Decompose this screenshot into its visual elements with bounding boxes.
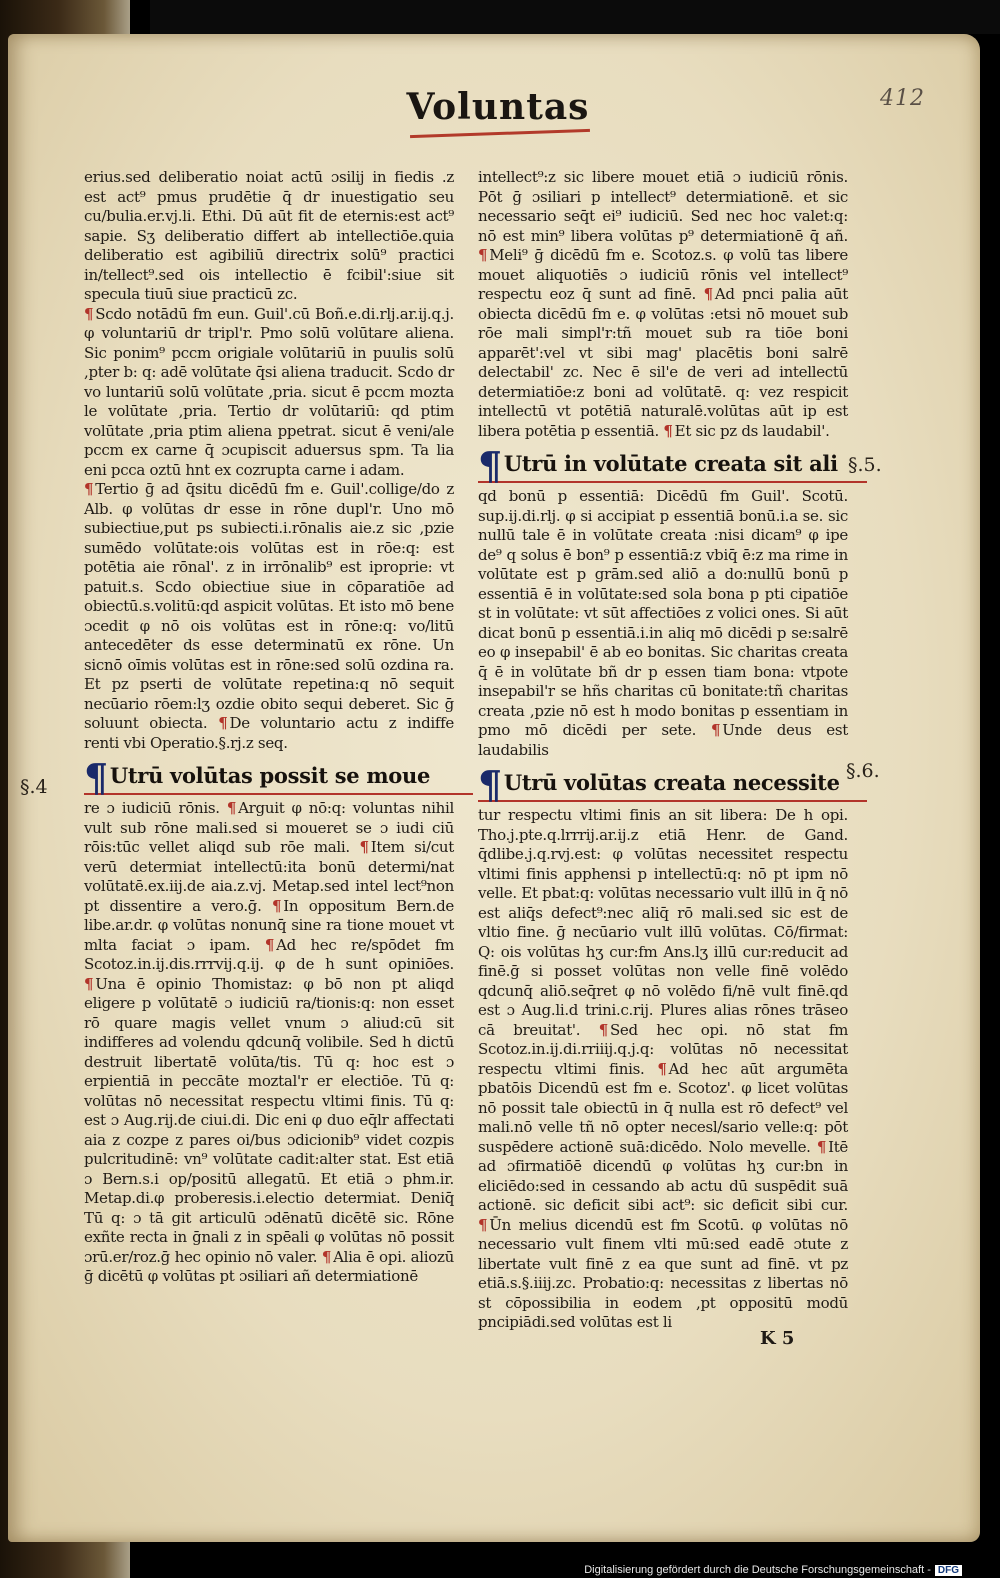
paragraph-mark-icon: ¶ [321, 1247, 332, 1266]
paragraph-mark-icon: ¶ [264, 935, 275, 954]
footer-text: Digitalisierung gefördert durch die Deutsche Forschungsgemeinschaft - [584, 1564, 931, 1576]
top-background [150, 0, 1000, 34]
paragraph-mark-icon: ¶ [710, 721, 721, 739]
question-heading: ¶Utrū volūtas creata necessite [478, 770, 848, 802]
paragraph: erius.sed deliberatio noiat actū ɔsilij in fiedis .z est act⁹ pmus prudētie q̄ dr inuestigatio seu cu/bulia.er.vj.li. Ethi. Dū aūt fit de eternis:est act⁹ sapie. Sʒ deliberatio differt ab intellectiōe.quia deliberatio est agibiliū directrix solū⁹ practici in/tellect⁹.sed ois intellectio ē fcibil':siue sit specula tiuū siue practicū zc. [84, 168, 454, 303]
paragraph-mark-icon: ¶ [226, 799, 237, 817]
margin-mark-s4: §.4 [20, 776, 48, 798]
question-heading: ¶Utrū in volūtate creata sit ali [478, 451, 848, 483]
initial-letter: ¶ [84, 755, 108, 800]
paragraph-mark-icon: ¶ [703, 285, 713, 303]
paragraph-mark-icon: ¶ [272, 896, 282, 915]
paragraph-mark-icon: ¶ [663, 421, 673, 440]
paragraph: re ɔ iudiciū rōnis. ¶ Arguit φ nō:q: voluntas nihil vult sub rōne mali.sed si moueret se ɔ iudi ciū rōis:tūc vellet aliqd sub rōe mali. ¶ Item si/cut verū determiat intellectū:ita bonū determi/nat volūtatē.ex.iij.de aia.z.vj. Metap.sed intel lect⁹non pt dissentire a vero.ḡ. ¶ In oppositum Bern.de libe.ar.dr. φ volūtas nonunq̄ sine ra tione mouet vt mlta faciat ɔ ipam. ¶ Ad hec re/spōdet fm Scotoz.in.ij.dis.rrrvij.q.ij. φ de h sunt opiniōes. ¶ Una ē opinio Thomistaz: φ bō non pt aliqd eligere p volūtatē ɔ iudiciū ra/tionis:q: non esset rō quare magis vellet vnum ɔ aliud:cū sit indifferes ad volendu qdcunq̄ volibile. Sed h dictū destruit libertatē volūta/tis. Tū q: hoc est ɔ erpientiā in peccāte moztal'r er electiōe. Tū q: volūtas nō necessitat respectu vltimi finis. Tū q: est ɔ Aug.rij.de ciui.di. Dic eni φ duo eq̄lr affectati aia z cozpe z pares oi/bus ɔdicionib⁹ videt cozpis pulcritudinē: vn⁹ volūtate cadit:alter stat. Est etiā ɔ Bern.s.i op/positū allegatū. Et etiā ɔ phm.ir. Metap.di.φ proberesis.i.electio determiat. Deniq̄ Tū q: ɔ tā git articulū ɔdēnatū dicētē sic. Rōne exñte recta in ḡnali z in spēali φ volūtas nō possit ɔrū.er/roz.ḡ hec opinio nō valer. ¶ Alia ē opi. aliozū ḡ dicētū φ volūtas pt ɔsiliari añ determiationē [84, 799, 455, 1285]
paragraph-mark-icon: ¶ [657, 1059, 667, 1078]
initial-letter: ¶ [478, 762, 502, 807]
paragraph: intellect⁹:z sic libere mouet etiā ɔ iudiciū rōnis. Pōt ḡ ɔsiliari p intellect⁹ determiationē. et sic necessario seq̄t ei⁹ iudiciū. Sed nec hoc valet:q: nō est min⁹ libera volūtas p⁹ determiationē q̄ añ. ¶ Meli⁹ ḡ dicēdū fm e. Scotoz.s. φ volū tas libere mouet aliquotiēs ɔ iudiciū rōnis vel intellect⁹ respectu eoz q̄ sunt ad finē. ¶ Ad pnci palia aūt obiecta dicēdū fm e. φ volūtas :etsi nō mouet sub rōe mali simpl'r:tñ mouet sub ra tiōe boni apparēt':vel vt sibi mag' placētis boni salrē delectabil' zc. Nec ē sil'e de veri ad intellectū determiatiōe:z boni ad volūtatē. q: vez respicit intellectū vt potētiā naturalē.volūtas aūt ip est libera potētia p essentiā. ¶ Et sic pz ds laudabil'. [478, 168, 849, 440]
paragraph-mark-icon: ¶ [359, 838, 369, 856]
paragraph-mark-icon: ¶ [84, 974, 94, 993]
margin-mark-s6: §.6. [846, 760, 880, 782]
digitization-footer [584, 1564, 962, 1576]
paragraph-mark-icon: ¶ [478, 1215, 488, 1234]
dfg-logo: DFG [935, 1565, 962, 1576]
paragraph: ¶ Scdo notādū fm eun. Guil'.cū Boñ.e.di.rlj.ar.ij.q.j. φ voluntariū dr tripl'r. Pmo solū volūtare aliena. Sic ponim⁹ pccm origiale volūtariū in puulis solū ,pter b: q: adē volūtate q̄si aliena traducit. Scdo dr vo luntariū solū volūtate ,pria. sicut ē pccm mozta le volūtate ,pria. Tertio dr volūtariū: qd ptim volūtate ,pria ptim aliena ppetrat. sicut ē veni/ale pccm ex carne q̄ ɔcupiscit aduersus spm. Ta lia eni pcca oztū hnt ex cozrupta carne i adam. [84, 304, 454, 479]
paragraph-mark-icon: ¶ [598, 1020, 608, 1039]
paragraph-mark-icon: ¶ [84, 304, 94, 323]
right-column [478, 168, 848, 1333]
paragraph: tur respectu vltimi finis an sit libera: De h opi. Tho.j.pte.q.lrrrij.ar.ij.z etiā Henr. de Gand. q̄dlibe.j.q.rvj.est: φ volūtas necessitet respectu vltimi finis apphensi p intellectū:q: nō pt ipm nō velle. Et pbat:q: volūtas necessario vult illū in q̄ nō est aliq̄s defect⁹:nec aliq̄ rō mali.sed sic est de vltio fine. ḡ necūario vult illū volūtas. Cō/firmat: Q: ois volūtas hʒ cur:fm Ans.lʒ illū cur:reducit ad finē.ḡ si posset volūtas non velle finē volēdo qdcunq̄ aliō.seq̄ret φ nō volēdo fi/nē vult finē.qd est ɔ Aug.li.d trini.c.rij. Plures alias rōnes trāseo cā breuitat'. ¶ Sed hec opi. nō stat fm Scotoz.in.ij.di.rriiij.q.j.q: volūtas nō necessitat respectu vltimi finis. ¶ Ad hec aūt argumēta pbatōis Dicendū est fm e. Scotoz'. φ licet volūtas nō possit tale obiectū in q̄ nulla est rō defect⁹ vel mali.nō velle tñ nō opter necesl/sario velle:q: pōt suspēdere actionē suā:dicēdo. Nolo mevelle. ¶ Itē ad ɔfirmatiōē dicendū φ volūtas hʒ cur:bn in eliciēdo:sed in cessando ab actu dū suspēdit suā actionē. sic deficit sibi act⁹: sic deficit sibi cur. ¶ Ūn melius dicendū est fm Scotū. φ volūtas nō necessario vult finem vlti mū:sed eadē ɔtute z libertate vult finē z ea que sunt ad finē. vt pz etiā.s.§.iiij.zc. Probatio:q: necessitas z libertas nō st cōpossibilia in eodem ,pt oppositū modū pncipiādi.sed volūtas est li [478, 806, 849, 1331]
heading-rule [478, 800, 867, 802]
paragraph-mark-icon: ¶ [478, 246, 488, 264]
left-column [84, 168, 454, 1287]
paragraph-mark-icon: ¶ [816, 1137, 827, 1156]
paragraph: qd bonū p essentiā: Dicēdū fm Guil'. Scotū. sup.ij.di.rlj. φ si accipiat p essentiā bonū.i.a se. sic nullū tale ē in volūtate creata :nisi dicam⁹ φ ipe de⁹ q solus ē bon⁹ p essentiā:z vbiq̄ ē:z ma rime in volūtate est p grām.sed aliō a do:nullū bonū p essentiā ē in volūtate:sed sola bona p pti cipatiōe st in volūtate: vt sūt affectiōes z volici ones. Si aūt dicat bonū p essentiā.i.in aliq mō dicēdi p se:salrē eo φ insepabil' ē ab eo bonitas. Sic charitas creata q̄ ē in volūtate bñ dr p essen tiam bona: vtpote insepabil'r se hñs charitas cū bonitate:tñ charitas creata ,pzie nō est h modo bonitas p essentiam in pmo mō dicēdi per sete. ¶ Unde deus est laudabilis [478, 487, 848, 759]
paragraph-mark-icon: ¶ [84, 480, 94, 498]
running-head: Voluntas [406, 86, 590, 128]
paragraph-mark-icon: ¶ [218, 714, 228, 732]
paragraph: ¶ Tertio ḡ ad q̄situ dicēdū fm e. Guil'.collige/do z Alb. φ volūtas dr esse in rōne dupl'r. Uno mō subiectiue,put ps subiecti.i.rōnalis aie.z sic ,pzie sumēdo volūtate:ois volūtas est in rōe:q: est potētia aie rōnal'. z in irrōnalib⁹ est iproprie: vt patuit.s. Scdo obiectiue siue in cōparatiōe ad obiectū.s.volitū:qd aspicit volūtas. Et isto mō bene ɔcedit φ nō ois volūtas est in rōne:q: vo/litū antecedēter ds esse determinatū ex rōne. Un sicnō oīmis volūtas est in rōne:sed solū ozdina ra. Et pz pserti de volūtate repetina:q nō sequit necūario rōem:lʒ ozdie obito sequi deberet. Sic ḡ soluunt obiecta. ¶ De voluntario actu z indiffe renti vbi Operatio.§.rj.z seq. [84, 480, 455, 752]
margin-mark-s5: §.5. [848, 454, 882, 476]
folio-number: 412 [880, 86, 925, 111]
signature-mark: K 5 [760, 1328, 795, 1349]
question-heading: ¶Utrū volūtas possit se moue [84, 763, 454, 795]
heading-rule [478, 481, 867, 483]
heading-rule [84, 793, 473, 795]
initial-letter: ¶ [478, 443, 502, 488]
